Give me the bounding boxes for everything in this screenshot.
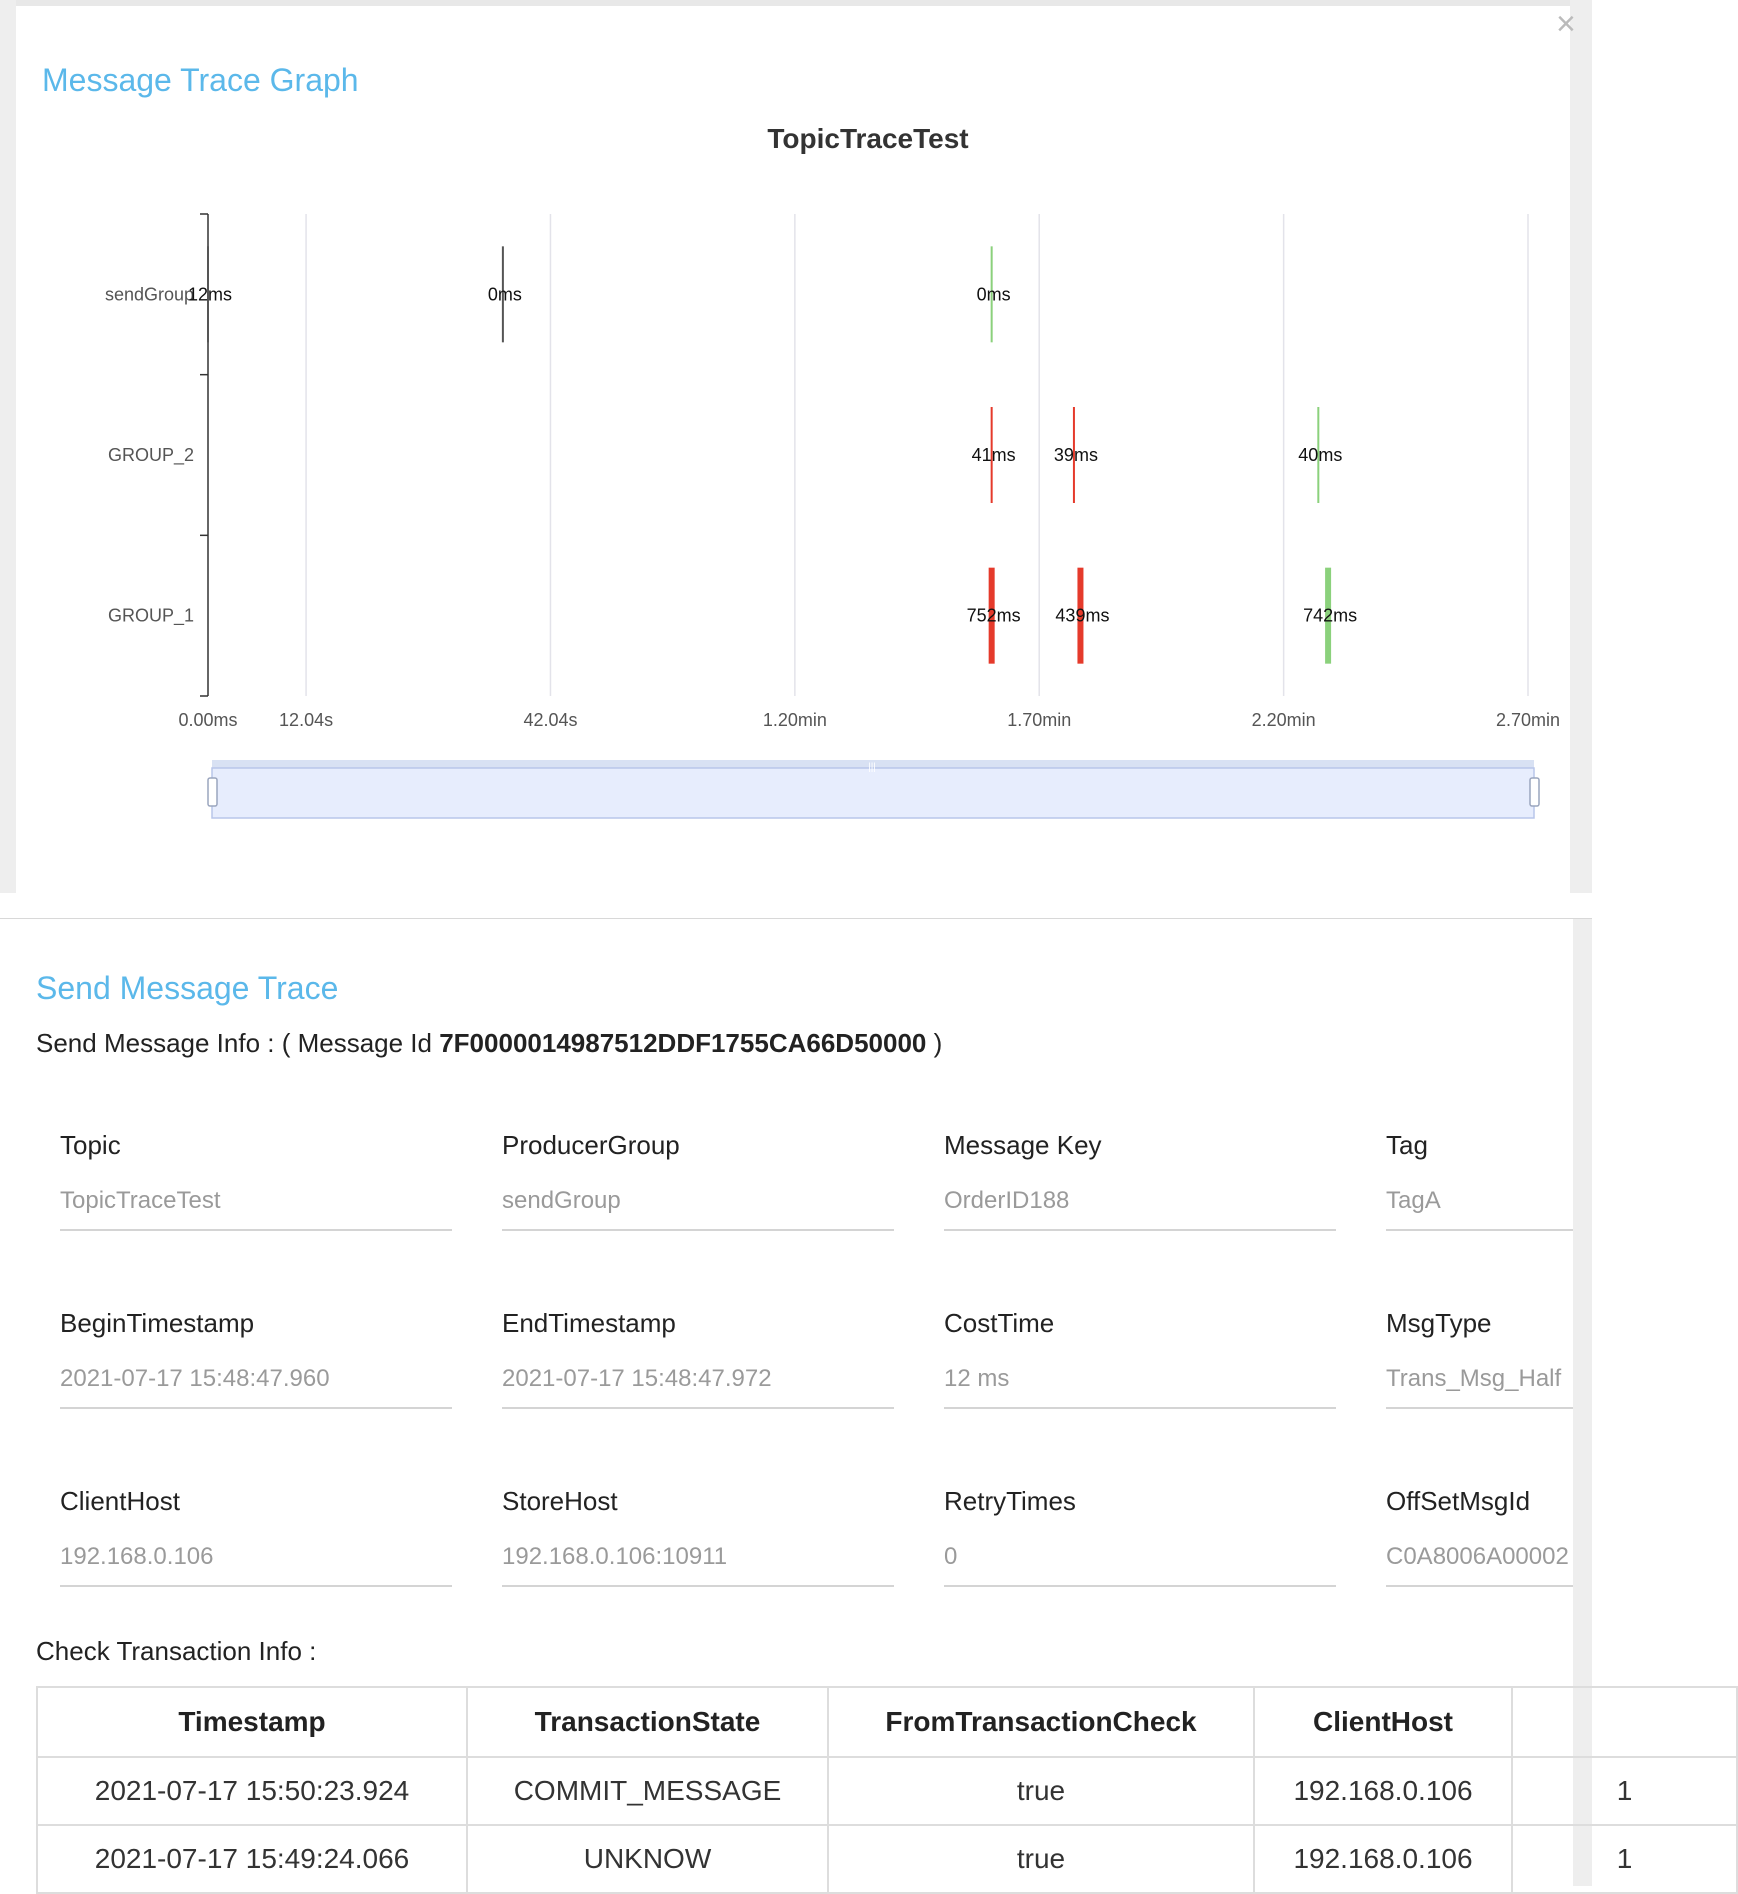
check-transaction-title: Check Transaction Info : xyxy=(36,1636,317,1666)
table-cell: COMMIT_MESSAGE xyxy=(467,1757,828,1825)
field-value: 0 xyxy=(944,1543,1336,1587)
y-category-label: GROUP_1 xyxy=(107,605,194,626)
chart-title: TopicTraceTest xyxy=(767,123,969,154)
field-storehost xyxy=(502,1486,894,1587)
trace-span-label: 752ms xyxy=(966,605,1021,626)
field-label: MsgType xyxy=(1386,1308,1492,1338)
trace-span-label: 439ms xyxy=(1055,605,1110,626)
column-header: Timestamp xyxy=(37,1687,467,1757)
x-tick-label: 1.70min xyxy=(1007,710,1072,730)
field-label: ClientHost xyxy=(60,1486,180,1516)
x-tick-label: 2.70min xyxy=(1495,710,1561,730)
info-suffix: ) xyxy=(926,1028,943,1058)
field-msgtype xyxy=(1386,1308,1573,1409)
field-value: 12 ms xyxy=(944,1365,1336,1409)
field-label: Message Key xyxy=(944,1130,1102,1160)
info-prefix: Send Message Info : ( Message Id xyxy=(36,1028,440,1058)
trace-chart xyxy=(0,110,1592,830)
graph-section-title: Message Trace Graph xyxy=(42,62,359,98)
field-begintimestamp xyxy=(60,1308,452,1409)
table-cell: UNKNOW xyxy=(467,1825,828,1893)
x-tick-label: 12.04s xyxy=(279,710,334,730)
zoom-handle xyxy=(208,778,217,806)
zoom-drag-icon: ||| xyxy=(868,762,876,773)
table-row xyxy=(37,1825,1737,1893)
y-category-label: sendGroup xyxy=(104,284,194,305)
message-id: 7F0000014987512DDF1755CA66D50000 xyxy=(439,1028,927,1058)
x-tick-label: 0.00ms xyxy=(178,710,238,730)
field-topic xyxy=(60,1130,452,1231)
trace-span-label: 40ms xyxy=(1298,445,1343,465)
x-tick-label: 2.20min xyxy=(1251,710,1316,730)
field-label: CostTime xyxy=(944,1308,1055,1338)
field-value: TopicTraceTest xyxy=(60,1187,452,1231)
trace-span-label: 41ms xyxy=(971,445,1016,465)
field-value: C0A8006A00002 xyxy=(1386,1543,1573,1587)
table-header-row xyxy=(37,1687,1737,1757)
transaction-table xyxy=(36,1686,1738,1894)
field-offsetmsgid xyxy=(1386,1486,1573,1587)
field-tag xyxy=(1386,1130,1573,1231)
field-label: Tag xyxy=(1386,1130,1428,1160)
field-value: TagA xyxy=(1386,1187,1573,1231)
close-icon[interactable]: × xyxy=(1556,5,1576,43)
zoom-handle xyxy=(1530,778,1539,806)
x-tick-label: 1.20min xyxy=(762,710,827,730)
table-cell: 2021-07-17 15:49:24.066 xyxy=(37,1825,467,1893)
trace-span-label: 0ms xyxy=(487,284,522,305)
column-header: TransactionState xyxy=(467,1687,828,1757)
field-value: OrderID188 xyxy=(944,1187,1336,1231)
table-cell: 1 xyxy=(1512,1757,1737,1825)
trace-span-label: 39ms xyxy=(1053,445,1098,465)
trace-span-label: 742ms xyxy=(1303,605,1358,626)
field-label: RetryTimes xyxy=(944,1486,1076,1516)
field-label: ProducerGroup xyxy=(502,1130,680,1160)
trace-span-label: 12ms xyxy=(187,284,233,305)
column-header xyxy=(1512,1687,1737,1757)
field-endtimestamp xyxy=(502,1308,894,1409)
table-cell: 1 xyxy=(1512,1825,1737,1893)
field-value: 192.168.0.106 xyxy=(60,1543,452,1587)
field-clienthost xyxy=(60,1486,452,1587)
field-costtime xyxy=(944,1308,1336,1409)
table-cell: true xyxy=(828,1757,1254,1825)
y-category-label: GROUP_2 xyxy=(107,445,194,465)
field-label: StoreHost xyxy=(502,1486,618,1516)
field-value: 2021-07-17 15:48:47.972 xyxy=(502,1365,894,1409)
table-cell: true xyxy=(828,1825,1254,1893)
field-label: EndTimestamp xyxy=(502,1308,676,1338)
field-value: 2021-07-17 15:48:47.960 xyxy=(60,1365,452,1409)
send-message-info xyxy=(36,1028,942,1059)
table-cell: 192.168.0.106 xyxy=(1254,1825,1512,1893)
field-message-key xyxy=(944,1130,1336,1231)
column-header: ClientHost xyxy=(1254,1687,1512,1757)
field-value: Trans_Msg_Half xyxy=(1386,1365,1573,1409)
field-value: sendGroup xyxy=(502,1187,894,1231)
trace-span-label: 0ms xyxy=(976,284,1011,305)
field-label: Topic xyxy=(60,1130,121,1160)
send-section-title: Send Message Trace xyxy=(36,970,339,1006)
field-retrytimes xyxy=(944,1486,1336,1587)
transaction-table-container[interactable] xyxy=(36,1686,1633,1886)
modal-top-strip xyxy=(0,0,1592,6)
field-producergroup xyxy=(502,1130,894,1231)
field-label: BeginTimestamp xyxy=(60,1308,255,1338)
column-header: FromTransactionCheck xyxy=(828,1687,1254,1757)
table-cell: 192.168.0.106 xyxy=(1254,1757,1512,1825)
table-row xyxy=(37,1757,1737,1825)
table-cell: 2021-07-17 15:50:23.924 xyxy=(37,1757,467,1825)
field-value: 192.168.0.106:10911 xyxy=(502,1543,894,1587)
zoom-slider xyxy=(212,768,1534,818)
field-label: OffSetMsgId xyxy=(1386,1486,1531,1516)
x-tick-label: 42.04s xyxy=(523,710,578,730)
panel-divider xyxy=(0,918,1592,919)
